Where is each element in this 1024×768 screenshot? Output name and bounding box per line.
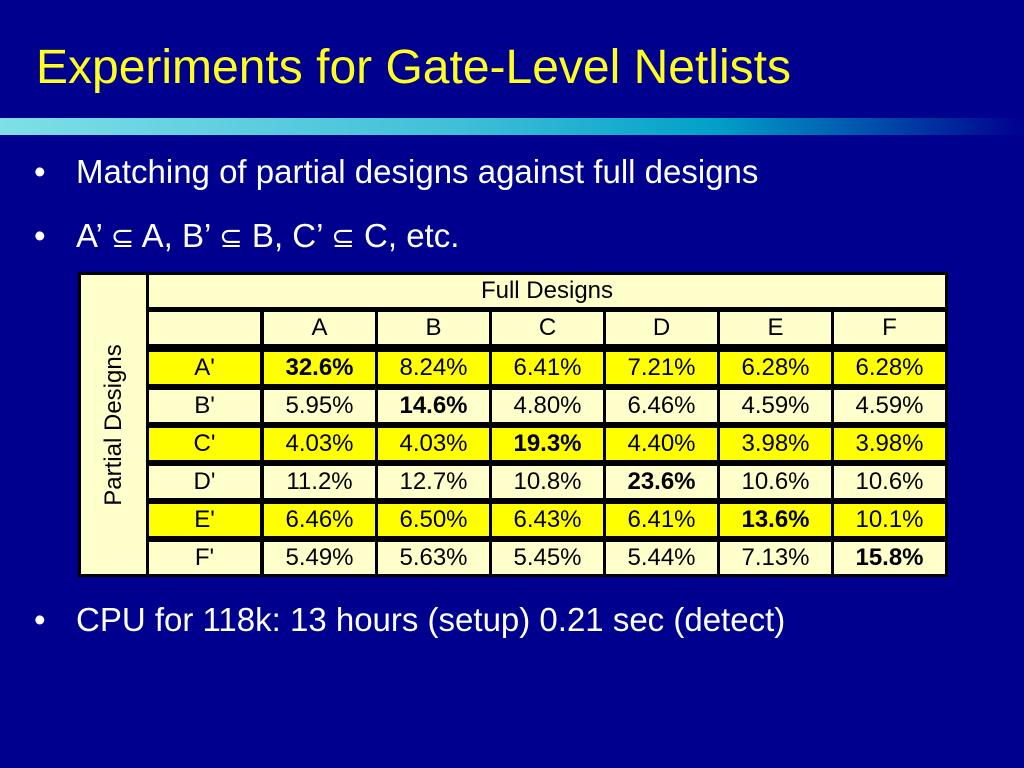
corner-cell xyxy=(149,312,260,344)
table-cell: 4.80% xyxy=(492,390,603,422)
bullet-text: CPU for 118k: 13 hours (setup) 0.21 sec (detect) xyxy=(76,601,786,638)
column-header: D xyxy=(606,312,717,344)
column-header: B xyxy=(378,312,489,344)
table-cell: 10.6% xyxy=(834,466,945,498)
table-cell: 5.44% xyxy=(606,542,717,574)
table-cell: 7.13% xyxy=(720,542,831,574)
table-cell: 14.6% xyxy=(378,390,489,422)
column-axis-label: Full Designs xyxy=(149,275,945,307)
table-cell: 13.6% xyxy=(720,504,831,536)
bullet-text: A’ ⊆ A, B’ ⊆ B, C’ ⊆ C, etc. xyxy=(76,217,460,254)
row-header: D' xyxy=(149,466,260,498)
table-cell: 6.50% xyxy=(378,504,489,536)
bullet-item xyxy=(34,600,785,640)
column-header: C xyxy=(492,312,603,344)
bullet-marker: • xyxy=(34,153,46,190)
table-cell: 6.41% xyxy=(606,504,717,536)
column-header: E xyxy=(720,312,831,344)
table-cell: 4.03% xyxy=(378,428,489,460)
column-header: A xyxy=(264,312,375,344)
row-header: E' xyxy=(149,504,260,536)
row-header: A' xyxy=(149,352,260,384)
table-cell: 6.46% xyxy=(264,504,375,536)
table-cell: 6.46% xyxy=(606,390,717,422)
table-cell: 4.03% xyxy=(264,428,375,460)
title-divider xyxy=(0,118,1024,135)
slide-title: Experiments for Gate-Level Netlists xyxy=(36,41,791,94)
table-cell: 4.59% xyxy=(720,390,831,422)
table-cell: 10.6% xyxy=(720,466,831,498)
table-cell: 6.43% xyxy=(492,504,603,536)
column-header: F xyxy=(834,312,945,344)
table-cell: 7.21% xyxy=(606,352,717,384)
bullet-marker: • xyxy=(34,217,46,254)
table-cell: 32.6% xyxy=(264,352,375,384)
table-cell: 6.28% xyxy=(834,352,945,384)
bullet-item xyxy=(34,216,459,258)
table-cell: 5.45% xyxy=(492,542,603,574)
bullet-marker: • xyxy=(34,601,46,638)
table-cell: 5.95% xyxy=(264,390,375,422)
table-cell: 6.28% xyxy=(720,352,831,384)
row-header: B' xyxy=(149,390,260,422)
row-header: F' xyxy=(149,542,260,574)
subset-symbol: ⊆ xyxy=(219,221,243,254)
table-cell: 5.63% xyxy=(378,542,489,574)
table-cell: 5.49% xyxy=(264,542,375,574)
table-cell: 10.8% xyxy=(492,466,603,498)
table-cell: 23.6% xyxy=(606,466,717,498)
row-axis-label: Partial Designs xyxy=(81,275,146,574)
bullet-text: Matching of partial designs against full designs xyxy=(76,153,759,190)
table-cell: 15.8% xyxy=(834,542,945,574)
results-table xyxy=(78,272,948,577)
table-cell: 12.7% xyxy=(378,466,489,498)
bullet-item xyxy=(34,152,758,192)
row-header: C' xyxy=(149,428,260,460)
table-cell: 19.3% xyxy=(492,428,603,460)
subset-symbol: ⊆ xyxy=(110,221,135,254)
table-cell: 4.59% xyxy=(834,390,945,422)
table-cell: 10.1% xyxy=(834,504,945,536)
table-cell: 8.24% xyxy=(378,352,489,384)
table-cell: 4.40% xyxy=(606,428,717,460)
subset-symbol: ⊆ xyxy=(331,221,355,254)
table-cell: 6.41% xyxy=(492,352,603,384)
table-cell: 11.2% xyxy=(264,466,375,498)
table-cell: 3.98% xyxy=(720,428,831,460)
table-cell: 3.98% xyxy=(834,428,945,460)
